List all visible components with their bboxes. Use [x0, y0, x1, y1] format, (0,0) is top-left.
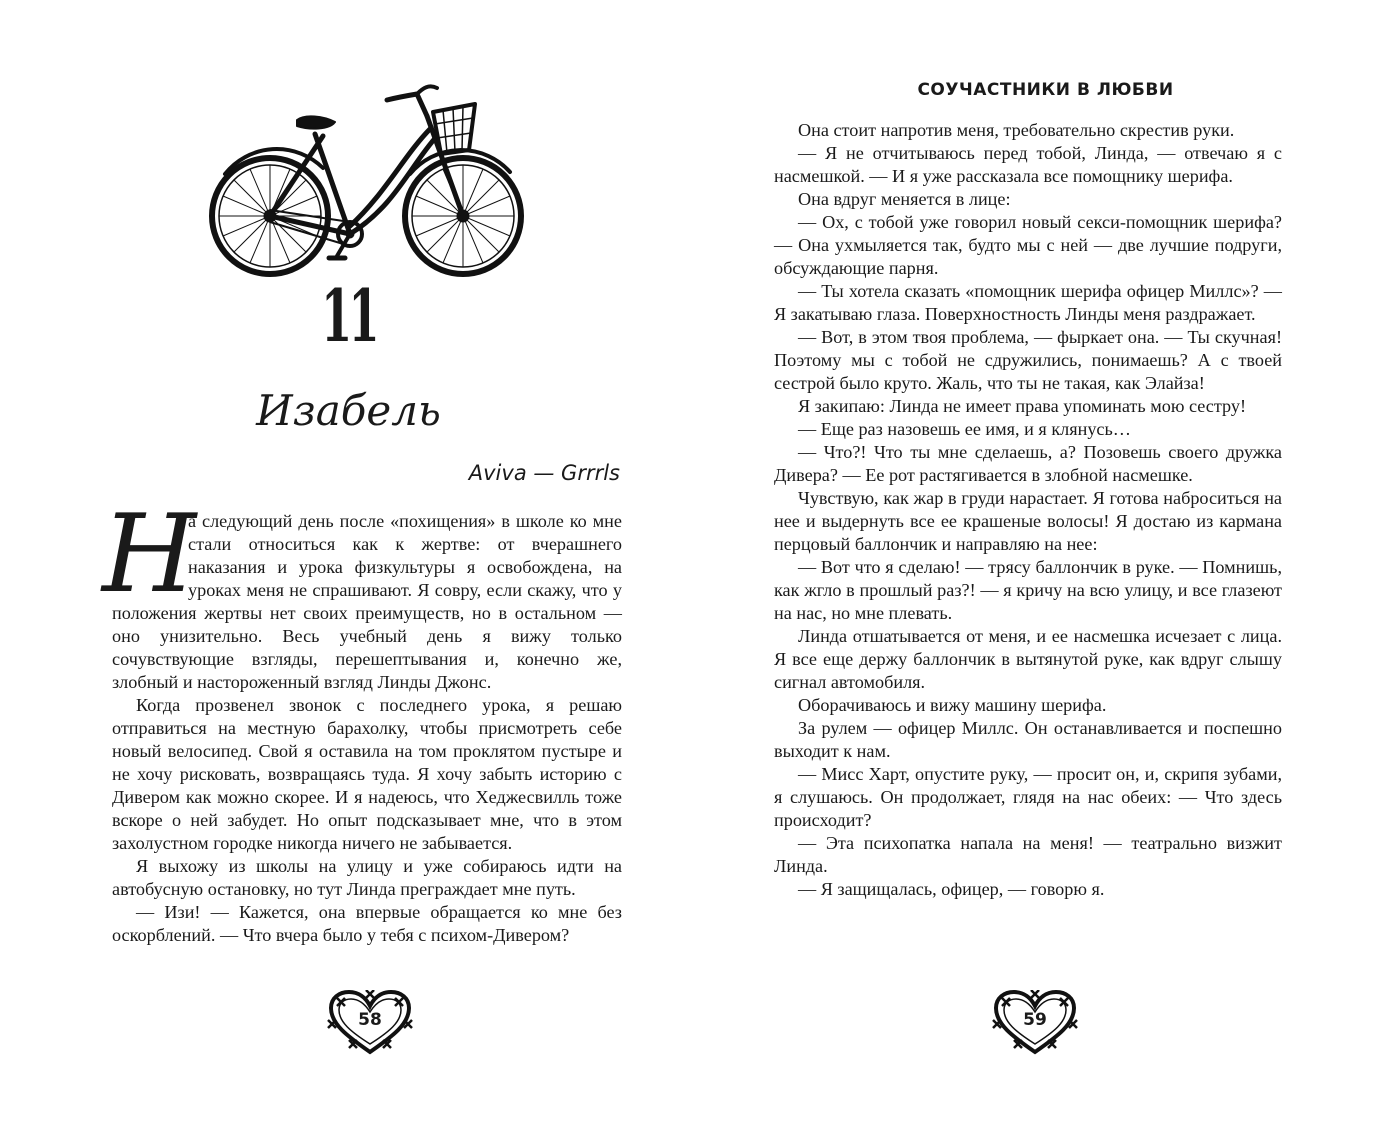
right-page	[697, 0, 1394, 1125]
drop-cap: Н	[102, 492, 197, 617]
opening-paragraph-text: а следующий день после «похищения» в школе ко мне стали относиться как к жертве: от вчерашнего наказания и урока физкультуры я освобождена, на уроках меня не спрашивают. Я совру, если скажу, что у положения жертвы нет своих преимуществ, но в остальном — оно унизительно. Весь учебный день я вижу только сочувствующие взгляды, перешептывания и, конечно же, злобный и настороженный взгляд Линды Джонс.	[112, 511, 622, 692]
paragraph: — Мисс Харт, опустите руку, — просит он, и, скрипя зубами, я слушаюсь. Он продолжает, глядя на нас обеих: — Что здесь происходит?	[774, 764, 1282, 830]
paragraph: За рулем — офицер Миллс. Он останавливается и поспешно выходит к нам.	[774, 718, 1282, 761]
paragraph: — Ох, с тобой уже говорил новый секси-помощник шерифа? — Она ухмыляется так, будто мы с ней — две лучшие подруги, обсуждающие парня.	[774, 212, 1282, 278]
running-head: СОУЧАСТНИКИ В ЛЮБВИ	[917, 80, 1174, 100]
paragraph: — Эта психопатка напала на меня! — театрально визжит Линда.	[774, 833, 1282, 876]
bicycle-icon	[205, 76, 535, 292]
page-number-badge	[327, 990, 413, 1058]
paragraph: Я выхожу из школы на улицу и уже собираюсь идти на автобусную остановку, но тут Линда преграждает мне путь.	[112, 856, 622, 899]
chapter-title: Изабель	[256, 386, 441, 435]
paragraph: — Изи! — Кажется, она впервые обращается ко мне без оскорблений. — Что вчера было у тебя с психом-Дивером?	[112, 902, 622, 945]
page-number-badge	[992, 990, 1078, 1058]
paragraph: — Ты хотела сказать «помощник шерифа офицер Миллс»? — Я закатываю глаза. Поверхностность Линды меня раздражает.	[774, 281, 1282, 324]
page-number: 59	[1023, 1010, 1047, 1030]
paragraph: Оборачиваюсь и вижу машину шерифа.	[798, 695, 1107, 715]
paragraph: — Вот что я сделаю! — трясу баллончик в руке. — Помнишь, как жгло в прошлый раз?! — я кричу на всю улицу, и все глазеют на нас, но мне плевать.	[774, 557, 1282, 623]
paragraph: — Вот, в этом твоя проблема, — фыркает она. — Ты скучная! Поэтому мы с тобой не сдружились, понимаешь? А с твоей сестрой было круто. Жаль, что ты не такая, как Элайза!	[774, 327, 1282, 393]
chapter-number: 11	[321, 273, 376, 358]
opening-paragraph	[102, 492, 622, 694]
left-page-body	[102, 492, 622, 947]
paragraph: — Я защищалась, офицер, — говорю я.	[798, 879, 1105, 899]
paragraph: Я закипаю: Линда не имеет права упоминать мою сестру!	[798, 396, 1247, 416]
paragraph: Она стоит напротив меня, требовательно скрестив руки.	[798, 120, 1235, 140]
page-number: 58	[358, 1010, 382, 1030]
paragraph: — Еще раз назовешь ее имя, и я клянусь…	[798, 419, 1131, 439]
right-page-body	[774, 119, 1282, 901]
paragraph: — Я не отчитываюсь перед тобой, Линда, — отвечаю я с насмешкой. — И я уже рассказала все помощнику шерифа.	[774, 143, 1282, 186]
paragraph: Чувствую, как жар в груди нарастает. Я готова наброситься на нее и выдернуть все ее крашеные волосы! Я достаю из кармана перцовый баллончик и направляю на нее:	[774, 488, 1282, 554]
epigraph: Aviva — Grrrls	[468, 461, 620, 485]
paragraph: — Что?! Что ты мне сделаешь, а? Позовешь своего дружка Дивера? — Ее рот растягивается в злобной насмешке.	[774, 442, 1282, 485]
paragraph: Когда прозвенел звонок с последнего урока, я решаю отправиться на местную барахолку, чтобы присмотреть себе новый велосипед. Свой я оставила на том проклятом пустыре и не хочу рисковать, возвращаясь туда. Я хочу забыть историю с Дивером как можно скорее. И я надеюсь, что Хеджесвилль тоже вскоре о ней забудет. Но опыт подсказывает мне, что в этом захолустном городке никогда ничего не забывается.	[112, 695, 622, 853]
paragraph: Она вдруг меняется в лице:	[798, 189, 1011, 209]
paragraph: Линда отшатывается от меня, и ее насмешка исчезает с лица. Я все еще держу баллончик в вытянутой руке, как вдруг слышу сигнал автомобиля.	[774, 626, 1282, 692]
